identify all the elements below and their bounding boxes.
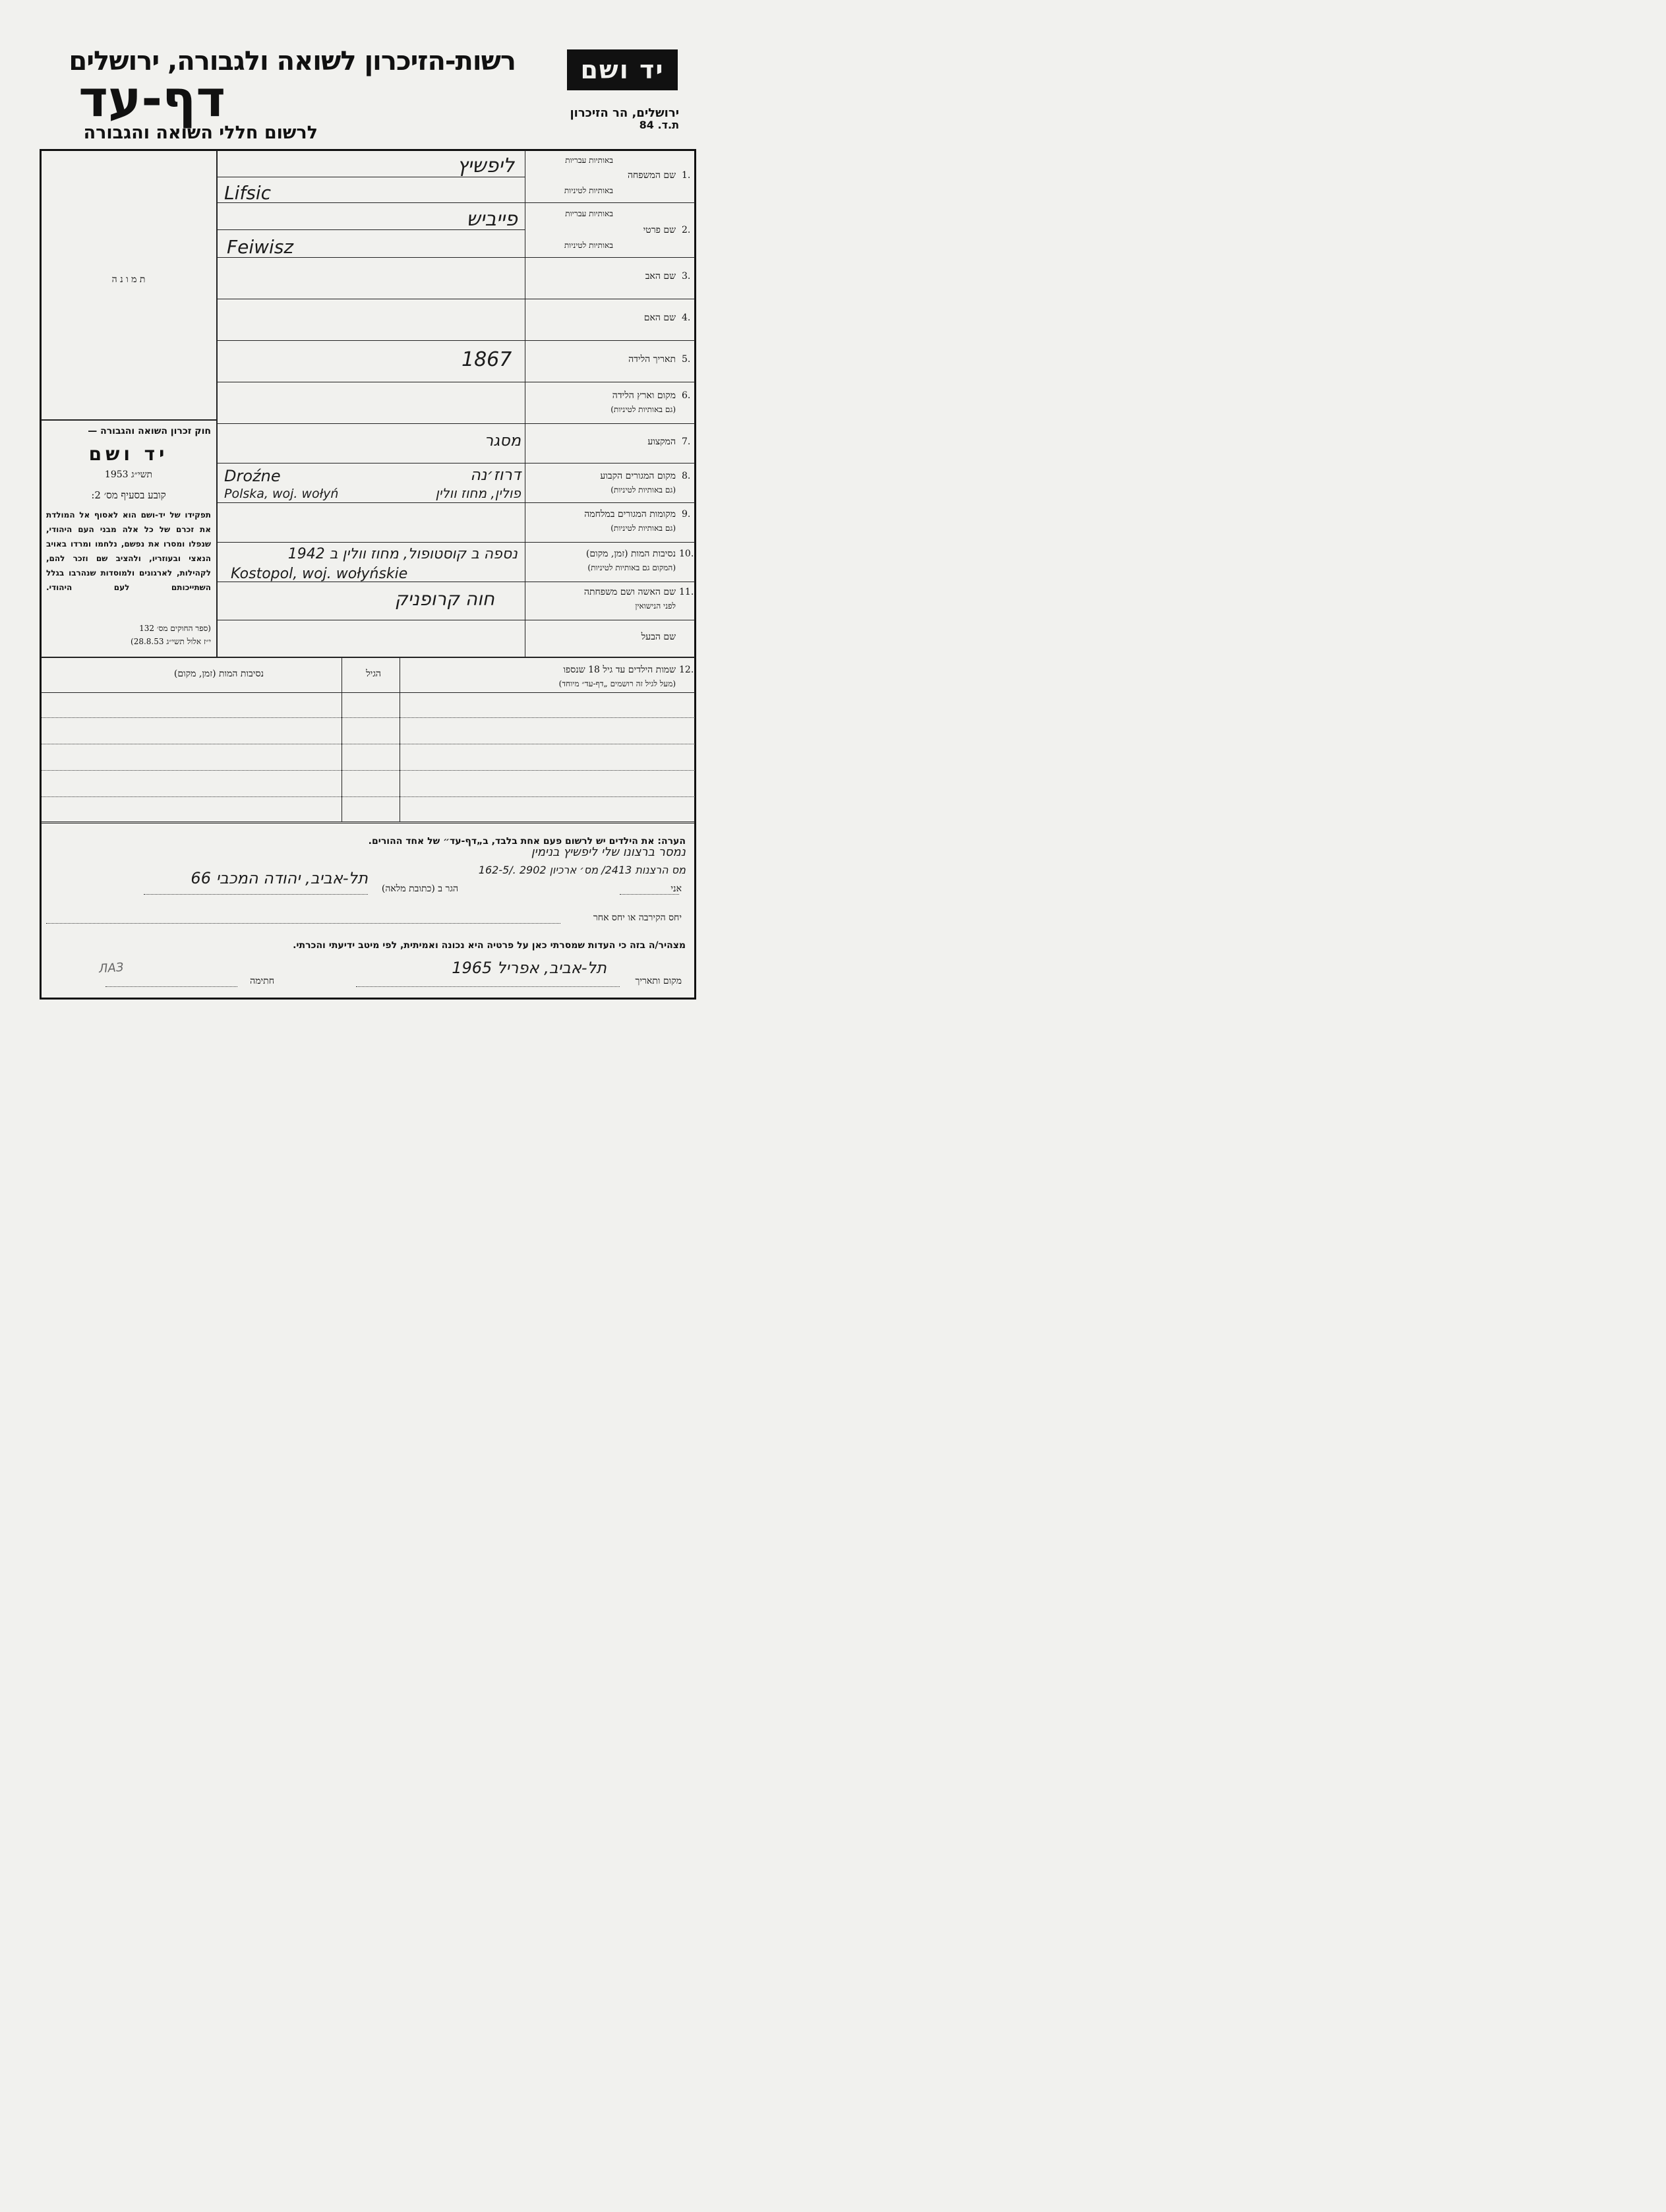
photo-box-bottom xyxy=(41,419,216,421)
law-title: חוק זכרון השואה והגבורה — xyxy=(88,426,211,436)
death-circumstances-latin[interactable]: Kostopol, woj. wołyńskie xyxy=(231,566,408,582)
children-header-divider xyxy=(41,692,695,693)
field-2-number: 2. xyxy=(682,225,691,235)
field-6-label: מקום וארץ הלידה xyxy=(612,390,676,401)
field-8-label: מקום המגורים הקבוע xyxy=(600,471,676,481)
field-1-latin-hint: באותיות לטיניות xyxy=(564,186,613,195)
resides-label: הגר ב (כתובת מלאה) xyxy=(381,883,458,894)
form-subtitle: לרשום חללי השואה והגבורה xyxy=(83,123,318,143)
yad-vashem-logo xyxy=(567,49,678,90)
logo-text: יד ושם xyxy=(580,55,665,84)
field-2-hebrew-hint: באותיות עבריות xyxy=(565,209,613,218)
children-col-age: הגיל xyxy=(366,669,381,679)
handwritten-stamp-detail: מס הרצנות 2413/ מס׳ ארכיון 2902 ./162-5 xyxy=(478,864,686,876)
residence-line1-hebrew[interactable]: דרוז׳נה xyxy=(470,465,521,484)
divider-photo-column xyxy=(216,150,218,657)
children-sub: (מעל לגיל זה רושמים „דף-עד״ מיוחד) xyxy=(558,679,676,688)
row-divider-6 xyxy=(216,340,695,341)
stamp-mark: ЛАЗ xyxy=(98,960,125,976)
row-divider-2 xyxy=(216,202,695,203)
address-line xyxy=(144,894,368,895)
field-1-hebrew-hint: באותיות עבריות xyxy=(565,156,613,165)
relation-value[interactable] xyxy=(46,910,560,923)
i-value[interactable] xyxy=(620,881,679,894)
field-10-number: 10. xyxy=(679,549,694,559)
address-value[interactable]: תל-אביב, יהודה המכבי 66 xyxy=(191,869,368,887)
field-9-number: 9. xyxy=(682,509,691,520)
field-10-label: נסיבות המות (זמן, מקום) xyxy=(585,549,676,559)
field-11-label: שם האשה ושם משפחתה xyxy=(583,587,676,597)
mother-name-value[interactable] xyxy=(224,305,514,332)
law-text: תפקידו של יד-ושם הוא לאסוף אל המולדת את זכרם של כל אלה מבני העם היהודי, שנפלו ומסרו את נפשם, נלחמו ומרדו באויב הנאצי ובעוזריו, ולהציב שם וזכר להם, לקהילות, לארגונים ולמוסדות שנהרבו בגלל השתייכותם לעם היהודי. xyxy=(46,510,211,592)
table-row[interactable] xyxy=(41,796,695,797)
children-table-bottom xyxy=(41,822,695,823)
children-note: הערה: את הילדים יש לרשום פעם אחת בלבד, ב„דף-עד״ של אחד ההורים. xyxy=(368,836,686,847)
residence-line2-latin[interactable]: Polska, woj. wołyń xyxy=(224,487,339,501)
field-8-number: 8. xyxy=(682,471,691,481)
field-6-number: 6. xyxy=(682,390,691,401)
profession-value[interactable]: מסגר xyxy=(484,431,521,450)
address-line-1: ירושלים, הר הזיכרון xyxy=(570,106,679,120)
law-clause: קובע בסעיף מס׳ 2: xyxy=(91,489,166,501)
law-name: יד ושם xyxy=(88,443,169,465)
declaration-text: מצהיר/ה בזה כי העדות שמסרתי כאן על פרטיה היא נכונה ואמיתית, לפי מיטב ידיעתי והכרתי. xyxy=(293,940,686,951)
row-divider-10 xyxy=(216,502,695,503)
field-12-number: 12. xyxy=(679,665,694,675)
field-9-label: מקומות המגורים במלחמה xyxy=(584,509,676,520)
field-8-sub: (גם באותיות לטיניות) xyxy=(610,485,676,494)
field-5-number: 5. xyxy=(682,354,691,365)
children-label: שמות הילדים עד גיל 18 שנספו xyxy=(563,665,676,675)
photo-label: ת מ ו נ ה xyxy=(111,274,146,285)
form-title: דף-עד xyxy=(78,69,225,128)
field-4-number: 4. xyxy=(682,313,691,323)
father-name-value[interactable] xyxy=(224,264,514,290)
field-3-number: 3. xyxy=(682,271,691,282)
birth-date-value[interactable]: 1867 xyxy=(461,348,512,371)
field-6-sub: (גם באותיות לטיניות) xyxy=(610,405,676,414)
law-source: (ספר החוקים מס׳ 132 xyxy=(139,624,211,633)
signature-line xyxy=(105,986,237,987)
surname-latin-value[interactable]: Lifsic xyxy=(224,182,271,204)
residence-line2-hebrew[interactable]: פולין, מחוז וולין xyxy=(435,485,521,501)
i-line xyxy=(620,894,679,895)
signature-label: חתימה xyxy=(250,976,274,986)
address-line-2: ת.ד. 84 xyxy=(639,119,679,131)
field-4-label: שם האם xyxy=(643,313,676,323)
row-divider-8 xyxy=(216,423,695,424)
field-2-latin-hint: באותיות לטיניות xyxy=(564,241,613,250)
field-2-label: שם פרטי xyxy=(643,225,676,235)
table-row[interactable] xyxy=(41,770,695,771)
field-husband-label: שם הבעל xyxy=(641,632,676,642)
field-7-label: המקצוע xyxy=(647,436,676,447)
field-11-number: 11. xyxy=(679,587,694,597)
field-1-label: שם המשפחה xyxy=(627,170,676,181)
table-row[interactable] xyxy=(41,717,695,718)
signature-field[interactable] xyxy=(105,969,237,986)
surname-hebrew-value[interactable]: ליפשיץ xyxy=(457,154,514,177)
relation-line xyxy=(46,923,560,924)
field-9-sub: (גם באותיות לטיניות) xyxy=(610,523,676,533)
husband-name-value[interactable] xyxy=(224,625,514,651)
residence-line1-latin[interactable]: Droźne xyxy=(224,467,281,485)
law-date: י״ז אלול תשי״ג 28.8.53) xyxy=(131,637,211,646)
firstname-latin-value[interactable]: Feiwisz xyxy=(227,236,294,258)
field-5-label: תאריך הלידה xyxy=(628,354,676,365)
children-col-death: נסיבות המות (זמן, מקום) xyxy=(173,669,264,679)
wartime-residence-value[interactable] xyxy=(224,508,514,537)
wife-name-value[interactable]: חוה קרופניק xyxy=(394,588,494,610)
field-7-number: 7. xyxy=(682,436,691,447)
row-divider-11 xyxy=(216,542,695,543)
death-circumstances-hebrew[interactable]: נספה ב קוסטופול, מחוז וולין ב 1942 xyxy=(287,546,518,562)
place-date-label: מקום ותאריך xyxy=(635,976,682,986)
place-date-line xyxy=(356,986,620,987)
relation-label: יחס הקירבה או יחס אחר xyxy=(593,912,682,923)
field-1-number: 1. xyxy=(682,170,691,181)
i-label: אני xyxy=(670,883,682,894)
place-date-value[interactable]: תל-אביב, אפריל 1965 xyxy=(452,959,607,977)
handwritten-stamp: נמסר ברצונו שלי ליפשיץ בנימין xyxy=(531,845,686,859)
birth-place-value[interactable] xyxy=(224,389,514,415)
field-10-sub: (המקום גם באותיות לטיניות) xyxy=(587,563,676,572)
section-divider-children xyxy=(41,657,695,658)
law-year: תשי״ג 1953 xyxy=(104,469,153,480)
field-3-label: שם האב xyxy=(645,271,676,282)
institution-line: רשות-הזיכרון לשואה ולגבורה, ירושלים xyxy=(69,46,516,76)
firstname-hebrew-value[interactable]: פייביש xyxy=(466,208,518,231)
field-11-sub: לפני הנישואין xyxy=(635,601,676,611)
